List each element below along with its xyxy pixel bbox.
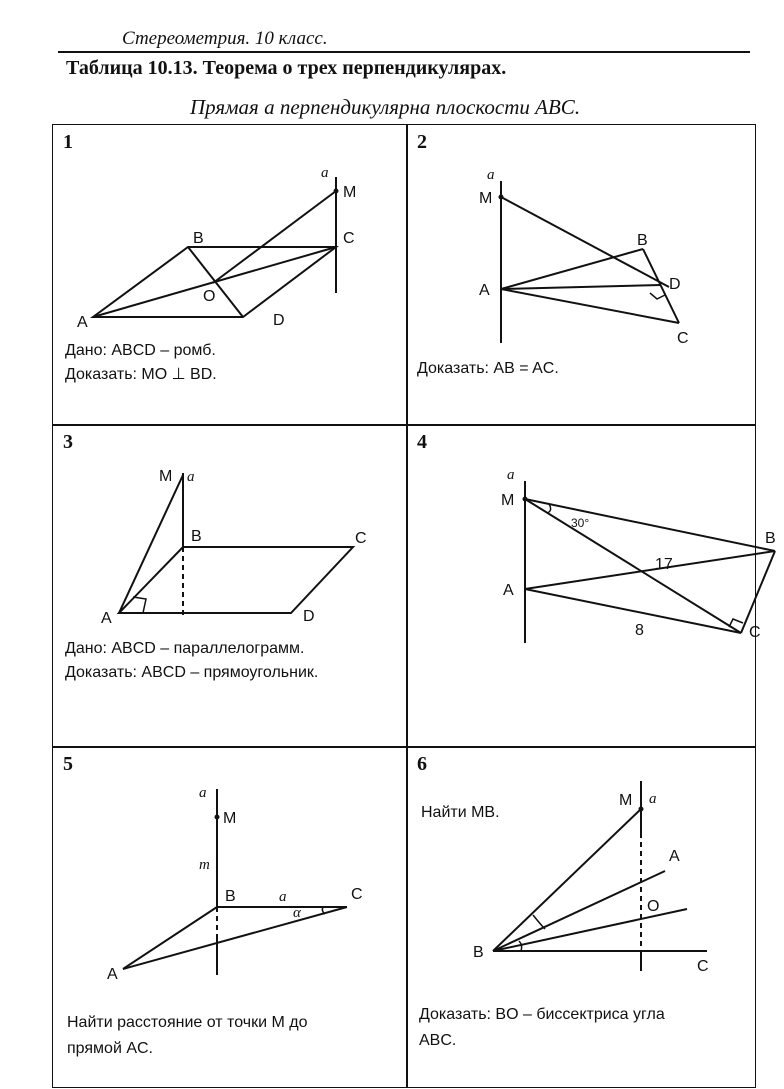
label-a: a (649, 791, 657, 807)
segment-mc (525, 499, 741, 633)
problem-number: 4 (417, 431, 427, 453)
label-a: a (187, 469, 195, 485)
label-a-point: A (101, 610, 112, 627)
label-a-point: A (503, 582, 514, 599)
table-title: Таблица 10.13. Теорема о трех перпендикулярах. (66, 57, 507, 79)
prove-text-cont: ABC. (419, 1032, 457, 1049)
header-rule (58, 51, 750, 53)
segment-bm (493, 809, 641, 951)
label-a: a (321, 165, 329, 181)
ray-ba (493, 871, 665, 951)
ray-bo (493, 909, 687, 951)
label-d: D (303, 608, 315, 625)
right-angle-mark (650, 293, 665, 299)
label-d: D (669, 276, 681, 293)
label-c: C (343, 230, 355, 247)
find-text: Найти расстояние от точки M до (67, 1014, 308, 1031)
problem-cell-6 (406, 746, 756, 1088)
segment-ac (123, 907, 347, 969)
find-text-cont: прямой AC. (67, 1040, 153, 1057)
label-m: M (619, 792, 633, 809)
segment-mb (525, 499, 775, 551)
segment-ma (119, 475, 183, 613)
problem-cell-4 (406, 424, 776, 821)
problem-cell-2 (406, 124, 756, 426)
label-b: B (191, 528, 202, 545)
segment-bc (741, 551, 775, 633)
label-a: a (507, 467, 515, 483)
triangle-figure (407, 125, 757, 427)
label-a-point: A (669, 848, 680, 865)
problem-number: 2 (417, 131, 427, 153)
label-m: M (343, 184, 357, 201)
label-m: M (223, 810, 237, 827)
label-b: B (473, 944, 484, 961)
bisector-figure (407, 747, 757, 1089)
label-b: B (637, 232, 648, 249)
label-b: B (193, 230, 204, 247)
label-alpha: α (293, 905, 301, 921)
table-subtitle: Прямая а перпендикулярна плоскости ABC. (190, 95, 581, 119)
label-b: B (765, 530, 776, 547)
problem-grid (52, 124, 776, 1088)
problem-cell-5 (52, 746, 408, 1088)
label-a: a (199, 785, 207, 801)
label-m-length: m (199, 857, 210, 873)
label-d: D (273, 312, 285, 329)
label-a-point: A (77, 314, 88, 331)
prove-text: Доказать: BO – биссектриса угла (419, 1006, 665, 1023)
label-m: M (479, 190, 493, 207)
triangle-figure (407, 425, 776, 749)
prove-text: Доказать: MO ⊥ BD. (65, 366, 217, 383)
label-a-point: A (479, 282, 490, 299)
segment-ab (123, 907, 217, 969)
given-text: Дано: ABCD – ромб. (65, 342, 216, 359)
parallelogram-abcd (119, 547, 353, 613)
length-17: 17 (655, 556, 673, 573)
prove-text: Доказать: ABCD – прямоугольник. (65, 664, 319, 681)
segment-ab (525, 551, 775, 589)
problem-number: 5 (63, 753, 73, 775)
label-a-length: a (279, 889, 287, 905)
angle-arc-1 (533, 915, 545, 929)
label-c: C (697, 958, 709, 975)
label-b: B (225, 888, 236, 905)
problem-number: 6 (417, 753, 427, 775)
parallelogram-figure (53, 425, 409, 749)
prove-text: Доказать: AB = AC. (417, 360, 559, 377)
label-a-point: A (107, 966, 118, 983)
problem-cell-1 (52, 124, 408, 426)
point-m (215, 815, 220, 820)
problem-number: 1 (63, 131, 73, 153)
length-8: 8 (635, 622, 644, 639)
label-c: C (749, 624, 761, 641)
label-c: C (351, 886, 363, 903)
right-angle-mark (133, 597, 146, 613)
label-a: a (487, 167, 495, 183)
angle-arc (547, 504, 551, 513)
segment-ab (501, 249, 643, 289)
label-c: C (677, 330, 689, 347)
label-c: C (355, 530, 367, 547)
problem-number: 3 (63, 431, 73, 453)
angle-30: 30° (571, 516, 590, 530)
segment-mo (213, 191, 336, 283)
given-text: Дано: ABCD – параллелограмм. (65, 640, 305, 657)
segment-ad (501, 285, 661, 289)
label-m: M (501, 492, 515, 509)
book-header: Стереометрия. 10 класс. (122, 28, 328, 49)
label-o: O (203, 288, 216, 305)
label-o: O (647, 898, 660, 915)
find-text: Найти MB. (421, 804, 500, 821)
problem-cell-3 (52, 424, 408, 748)
segment-ac (525, 589, 741, 633)
label-m: M (159, 468, 173, 485)
